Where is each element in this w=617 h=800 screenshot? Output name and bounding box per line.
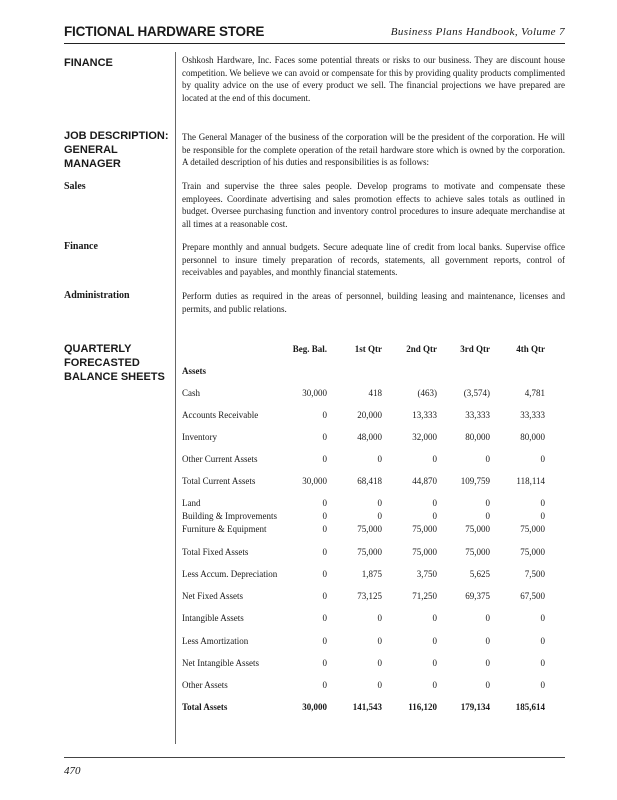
cell-value: 0	[540, 613, 545, 623]
row-label: Net Intangible Assets	[182, 658, 259, 668]
cell-value: 141,543	[352, 702, 382, 712]
cell-value: 109,759	[460, 476, 490, 486]
table-row	[182, 636, 565, 648]
table-row	[182, 547, 565, 559]
cell-value: 0	[540, 636, 545, 646]
cell-value: 75,000	[520, 524, 545, 534]
cell-value: 75,000	[465, 547, 490, 557]
column-divider	[175, 52, 176, 744]
cell-value: 0	[432, 680, 437, 690]
cell-value: 118,114	[516, 476, 545, 486]
cell-value: 71,250	[412, 591, 437, 601]
cell-value: 75,000	[357, 547, 382, 557]
cell-value: 0	[485, 658, 490, 668]
table-row	[182, 388, 565, 400]
column-header: Beg. Bal.	[292, 344, 327, 354]
table-row	[182, 680, 565, 692]
cell-value: 0	[540, 680, 545, 690]
sales-paragraph: Train and supervise the three sales people. Develop programs to motivate and compensate these employees. Coordinate advertising and sales promotion effects to achieve sales totals as outlined in budget. Oversee purchasing function and inventory control procedures to insure adequate merchandise at all times at a reasonable cost.	[182, 181, 565, 229]
cell-value: 80,000	[465, 432, 490, 442]
assets-section-label: Assets	[182, 366, 206, 376]
table-row	[182, 498, 565, 510]
cell-value: 48,000	[357, 432, 382, 442]
finance-subheading: Finance	[64, 241, 98, 252]
cell-value: 0	[322, 636, 327, 646]
cell-value: 75,000	[412, 524, 437, 534]
row-label: Other Current Assets	[182, 454, 258, 464]
cell-value: 0	[322, 498, 327, 508]
column-header: 4th Qtr	[516, 344, 545, 354]
cell-value: 1,875	[361, 569, 382, 579]
table-row	[182, 432, 565, 444]
row-label: Total Current Assets	[182, 476, 256, 486]
cell-value: 0	[377, 636, 382, 646]
table-row	[182, 454, 565, 466]
balance-sheet-heading: QUARTERLY FORECASTED BALANCE SHEETS	[64, 343, 165, 383]
cell-value: 0	[432, 613, 437, 623]
table-row	[182, 569, 565, 581]
cell-value: 418	[368, 388, 382, 398]
table-header-row	[182, 344, 565, 356]
cell-value: 13,333	[412, 410, 437, 420]
cell-value: 75,000	[465, 524, 490, 534]
table-row	[182, 591, 565, 603]
cell-value: 0	[322, 613, 327, 623]
assets-section-label-row	[182, 366, 565, 378]
cell-value: (463)	[417, 388, 437, 398]
cell-value: 0	[322, 410, 327, 420]
cell-value: 20,000	[357, 410, 382, 420]
administration-subheading: Administration	[64, 290, 130, 301]
cell-value: 0	[322, 547, 327, 557]
cell-value: 0	[322, 432, 327, 442]
row-label: Total Fixed Assets	[182, 547, 249, 557]
cell-value: 33,333	[520, 410, 545, 420]
cell-value: 30,000	[302, 388, 327, 398]
footer-rule	[64, 757, 565, 758]
column-header: 2nd Qtr	[406, 344, 437, 354]
page-number: 470	[64, 765, 81, 777]
sales-subheading: Sales	[64, 181, 86, 192]
finance-duties-paragraph: Prepare monthly and annual budgets. Secure adequate line of credit from local banks. Supervise office personnel to insure timely preparation of records, statements, all government reports, control of receivables and payables, and monthly financial statements.	[182, 242, 565, 278]
cell-value: 0	[377, 613, 382, 623]
job-description-heading: JOB DESCRIPTION: GENERAL MANAGER	[64, 130, 169, 170]
cell-value: 0	[540, 454, 545, 464]
cell-value: 0	[485, 636, 490, 646]
cell-value: 0	[432, 511, 437, 521]
cell-value: 30,000	[302, 476, 327, 486]
cell-value: 75,000	[412, 547, 437, 557]
row-label: Intangible Assets	[182, 613, 244, 623]
column-header: 1st Qtr	[354, 344, 382, 354]
table-row	[182, 613, 565, 625]
cell-value: 0	[485, 454, 490, 464]
row-label: Total Assets	[182, 702, 228, 712]
running-header-title: FICTIONAL HARDWARE STORE	[64, 24, 265, 39]
cell-value: 73,125	[357, 591, 382, 601]
table-row	[182, 511, 565, 523]
cell-value: 0	[485, 511, 490, 521]
cell-value: 179,134	[460, 702, 490, 712]
table-row	[182, 658, 565, 670]
cell-value: 0	[540, 498, 545, 508]
table-row	[182, 524, 565, 536]
cell-value: 0	[322, 658, 327, 668]
row-label: Building & Improvements	[182, 511, 277, 521]
cell-value: 0	[485, 613, 490, 623]
cell-value: 0	[377, 658, 382, 668]
cell-value: 30,000	[302, 702, 327, 712]
cell-value: 0	[322, 591, 327, 601]
row-label: Other Assets	[182, 680, 228, 690]
cell-value: 75,000	[357, 524, 382, 534]
cell-value: 0	[432, 658, 437, 668]
cell-value: 0	[377, 511, 382, 521]
cell-value: 0	[432, 636, 437, 646]
cell-value: 0	[377, 454, 382, 464]
cell-value: (3,574)	[463, 388, 490, 398]
cell-value: 0	[322, 454, 327, 464]
administration-paragraph: Perform duties as required in the areas of personnel, building leasing and maintenance, licenses and permits, and public relations.	[182, 291, 565, 314]
cell-value: 80,000	[520, 432, 545, 442]
cell-value: 0	[377, 680, 382, 690]
cell-value: 32,000	[412, 432, 437, 442]
cell-value: 0	[322, 524, 327, 534]
cell-value: 4,781	[524, 388, 545, 398]
row-label: Land	[182, 498, 201, 508]
row-label: Less Amortization	[182, 636, 249, 646]
row-label: Net Fixed Assets	[182, 591, 244, 601]
cell-value: 0	[322, 680, 327, 690]
cell-value: 0	[540, 658, 545, 668]
header-rule	[64, 43, 565, 44]
table-row	[182, 410, 565, 422]
cell-value: 0	[322, 511, 327, 521]
cell-value: 3,750	[416, 569, 437, 579]
finance-paragraph: Oshkosh Hardware, Inc. Faces some potential threats or risks to our business. They are discount house competition. We believe we can avoid or compensate for this by providing quality products complimented by quality advice on the use of every product we sell. The financial projections we have prepared are located at the end of this document.	[182, 55, 565, 103]
cell-value: 0	[377, 498, 382, 508]
row-label: Less Accum. Depreciation	[182, 569, 278, 579]
cell-value: 67,500	[520, 591, 545, 601]
cell-value: 116,120	[408, 702, 437, 712]
cell-value: 5,625	[469, 569, 490, 579]
cell-value: 68,418	[357, 476, 382, 486]
row-label: Inventory	[182, 432, 217, 442]
row-label: Furniture & Equipment	[182, 524, 267, 534]
cell-value: 0	[432, 454, 437, 464]
cell-value: 75,000	[520, 547, 545, 557]
cell-value: 0	[322, 569, 327, 579]
cell-value: 0	[540, 511, 545, 521]
cell-value: 7,500	[524, 569, 545, 579]
cell-value: 0	[432, 498, 437, 508]
cell-value: 0	[485, 680, 490, 690]
job-intro-paragraph: The General Manager of the business of the corporation will be the president of the corporation. He will be responsible for the complete operation of the retail hardware store which is owned by the corporation. A detailed description of his duties and responsibilities is as follows:	[182, 132, 565, 168]
cell-value: 185,614	[515, 702, 545, 712]
row-label: Accounts Receivable	[182, 410, 259, 420]
column-header: 3rd Qtr	[460, 344, 490, 354]
table-row	[182, 702, 565, 714]
cell-value: 69,375	[465, 591, 490, 601]
row-label: Cash	[182, 388, 200, 398]
finance-heading: FINANCE	[64, 57, 113, 69]
cell-value: 0	[485, 498, 490, 508]
table-row	[182, 476, 565, 488]
cell-value: 33,333	[465, 410, 490, 420]
running-header-subtitle: Business Plans Handbook, Volume 7	[390, 26, 565, 38]
cell-value: 44,870	[412, 476, 437, 486]
